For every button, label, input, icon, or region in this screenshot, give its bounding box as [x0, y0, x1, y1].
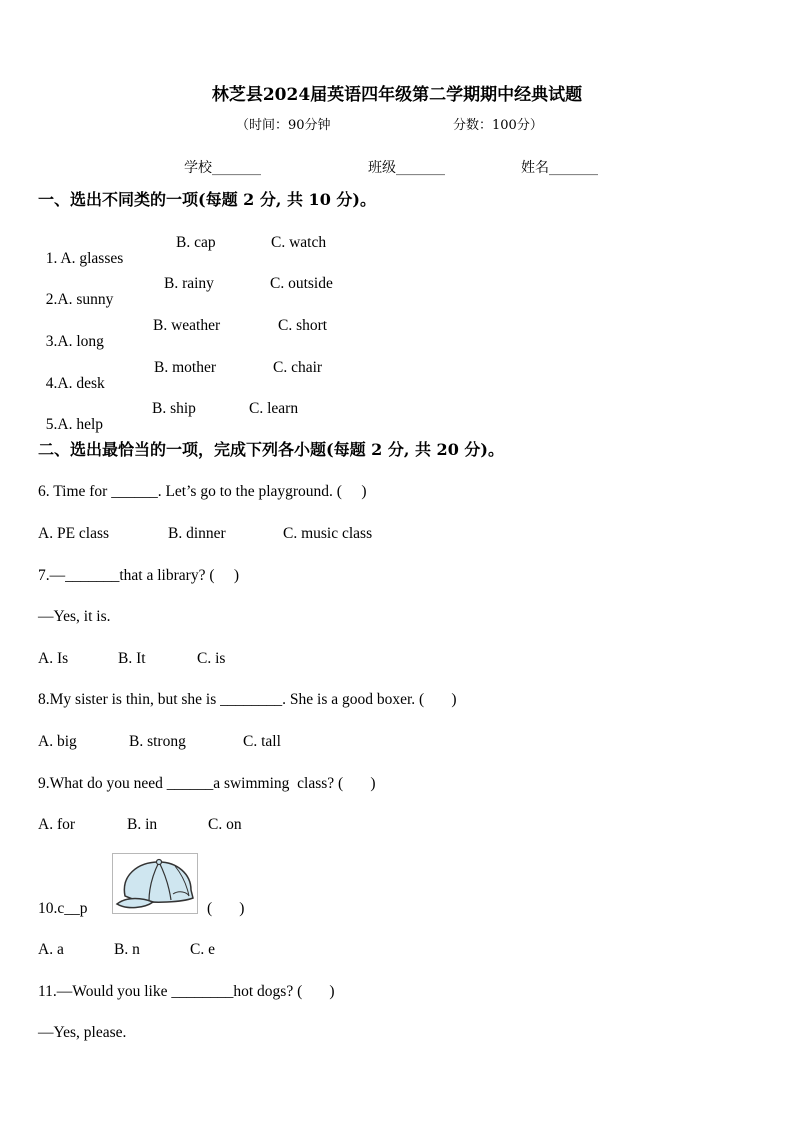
question-8: 8.My sister is thin, but she is ________. She is a good boxer. ( ): [38, 691, 457, 708]
question-number: 1.: [45, 249, 61, 267]
answer-line: —Yes, please.: [38, 1024, 127, 1041]
option-a: A. help: [57, 415, 104, 433]
option-c: C. outside: [270, 275, 333, 292]
question-7: 7.—_______that a library? ( ): [38, 567, 240, 584]
option-a: A. a: [38, 941, 64, 958]
question-number: 2.: [45, 290, 58, 308]
question-2: [38, 276, 113, 307]
question-number: 3.: [45, 332, 58, 350]
option-b: B. rainy: [164, 275, 214, 292]
question-6: 6. Time for ______. Let’s go to the playground. ( ): [38, 483, 367, 500]
option-b: B. strong: [129, 733, 186, 750]
exam-title: 林芝县2024届英语四年级第二学期期中经典试题: [211, 85, 583, 105]
option-a: A. glasses: [60, 249, 124, 267]
option-a: A. desk: [57, 374, 105, 392]
option-c: C. music class: [283, 525, 373, 542]
cap-icon: [113, 854, 197, 913]
question-3: [38, 318, 104, 349]
option-b: B. weather: [153, 317, 221, 334]
option-c: C. short: [278, 317, 328, 334]
option-b: B. dinner: [168, 525, 226, 542]
option-b: B. n: [114, 941, 140, 958]
option-a: A. for: [38, 816, 76, 833]
option-b: B. mother: [154, 359, 216, 376]
question-11: 11.—Would you like ________hot dogs? ( ): [38, 983, 335, 1000]
answer-line: —Yes, it is.: [38, 608, 111, 625]
answer-parens: ( ): [207, 900, 245, 917]
option-b: B. ship: [152, 400, 196, 417]
option-b: B. cap: [176, 234, 216, 251]
question-1: [38, 235, 123, 266]
exam-time: （时间：90分钟: [236, 118, 331, 133]
exam-score: 分数：100分）: [453, 118, 543, 133]
option-b: B. It: [118, 650, 146, 667]
option-c: C. e: [190, 941, 215, 958]
option-c: C. chair: [273, 359, 323, 376]
option-c: C. learn: [249, 400, 299, 417]
option-c: C. watch: [271, 234, 327, 251]
school-field: 学校_______: [184, 160, 261, 176]
option-a: A. big: [38, 733, 77, 750]
question-4: [38, 360, 105, 391]
question-number: 5.: [45, 415, 58, 433]
question-5: [38, 401, 103, 432]
cap-image: [112, 853, 198, 914]
class-field: 班级_______: [368, 160, 445, 176]
option-a: A. sunny: [57, 290, 114, 308]
option-a: A. Is: [38, 650, 69, 667]
section-1-heading: 一、选出不同类的一项(每题 2 分, 共 10 分)。: [38, 190, 376, 209]
question-9: 9.What do you need ______a swimming class? ( ): [38, 775, 376, 792]
option-c: C. tall: [243, 733, 281, 750]
option-a: A. long: [57, 332, 104, 350]
option-c: C. is: [197, 650, 226, 667]
question-number: 4.: [45, 374, 58, 392]
option-b: B. in: [127, 816, 158, 833]
option-c: C. on: [208, 816, 242, 833]
name-field: 姓名_______: [521, 160, 598, 176]
option-a: A. PE class: [38, 525, 110, 542]
section-2-heading: 二、选出最恰当的一项，完成下列各小题(每题 2 分, 共 20 分)。: [38, 440, 504, 459]
question-10: 10.c__p: [38, 900, 88, 917]
